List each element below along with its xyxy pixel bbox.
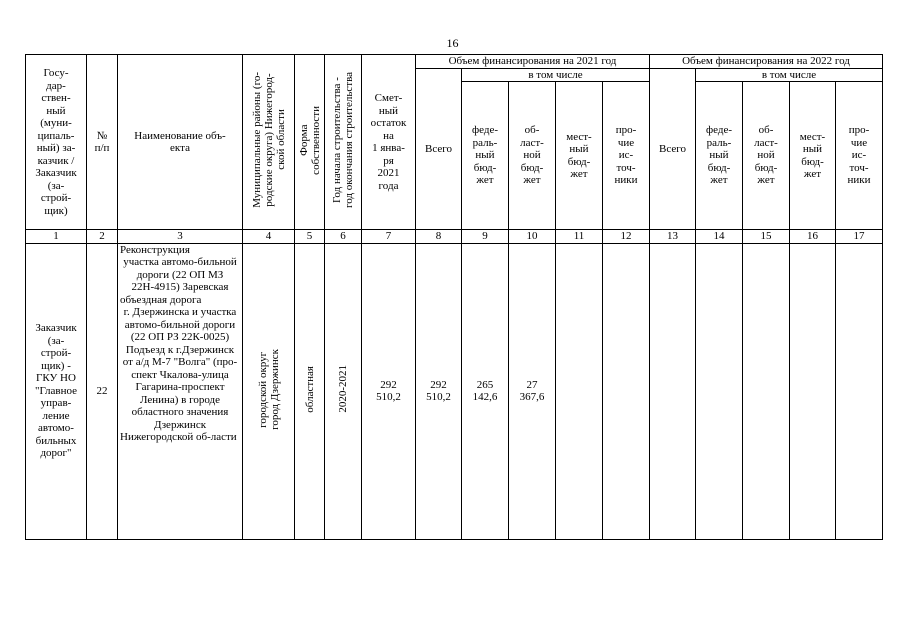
row-number: 22 (87, 243, 118, 539)
header-total-2021: Всего (416, 68, 462, 230)
header-fin-2022: Объем финансирования на 2022 год (650, 55, 883, 69)
header-districts-text: Муниципальные районы (го- родские округа) Нижегород- ской области (250, 72, 287, 209)
col-number: 13 (650, 230, 696, 244)
header-fin-2021: Объем финансирования на 2021 год (416, 55, 650, 69)
header-local-2021: мест- ный бюд- жет (556, 82, 603, 230)
col-number: 9 (462, 230, 509, 244)
header-regional-2022: об- ласт- ной бюд- жет (743, 82, 790, 230)
row-customer: Заказчик (за- строй- щик) - ГКУ НО "Главное управ- ление автомо- бильных дорог" (26, 243, 87, 539)
header-incl-2021: в том числе (462, 68, 650, 82)
row-federal-2021: 265 142,6 (462, 243, 509, 539)
col-number: 14 (696, 230, 743, 244)
row-local-2022 (790, 243, 836, 539)
header-remainder: Смет- ный остаток на 1 янва- ря 2021 года (362, 55, 416, 230)
row-remainder: 292 510,2 (362, 243, 416, 539)
row-other-2021 (603, 243, 650, 539)
row-district-text: городской округ город Дзержинск (256, 348, 281, 430)
row-ownership-text: областная (303, 365, 316, 413)
header-other-2022: про- чие ис- точ- ники (836, 82, 883, 230)
col-number: 2 (87, 230, 118, 244)
page-number: 16 (446, 36, 459, 50)
object-line: участка автомо-бильной дороги (22 ОП МЗ 22Н-4915) Заревская объездная дорога (120, 256, 237, 306)
header-years (325, 55, 362, 230)
row-other-2022 (836, 243, 883, 539)
header-object-name: Наименование объ- екта (118, 55, 243, 230)
header-years-text: Год начала строительства - год окончания строительства (331, 72, 355, 209)
row-regional-2022 (743, 243, 790, 539)
header-districts (243, 55, 295, 230)
col-number: 6 (325, 230, 362, 244)
col-number: 5 (295, 230, 325, 244)
col-number: 3 (118, 230, 243, 244)
header-incl-2022: в том числе (696, 68, 883, 82)
row-years (325, 243, 362, 539)
col-number: 11 (556, 230, 603, 244)
financing-table (25, 54, 883, 540)
col-number: 7 (362, 230, 416, 244)
row-object-name (118, 243, 243, 539)
col-number: 12 (603, 230, 650, 244)
row-years-text: 2020-2021 (337, 365, 349, 414)
col-number: 8 (416, 230, 462, 244)
header-ownership-text: Форма собственности (297, 105, 322, 175)
row-ownership (295, 243, 325, 539)
header-other-2021: про- чие ис- точ- ники (603, 82, 650, 230)
header-local-2022: мест- ный бюд- жет (790, 82, 836, 230)
header-row-top (26, 55, 883, 69)
row-local-2021 (556, 243, 603, 539)
row-total-2021: 292 510,2 (416, 243, 462, 539)
header-federal-2021: феде- раль- ный бюд- жет (462, 82, 509, 230)
col-number: 10 (509, 230, 556, 244)
header-row-no: № п/п (87, 55, 118, 230)
header-regional-2021: об- ласт- ной бюд- жет (509, 82, 556, 230)
col-number: 1 (26, 230, 87, 244)
row-total-2022 (650, 243, 696, 539)
column-number-row (26, 230, 883, 244)
col-number: 17 (836, 230, 883, 244)
object-line: г. Дзержинска и участка автомо-бильной дороги (22 ОП РЗ 22К-0025) Подъезд к г.Дзержинск от а/д М-7 "Волга" (про-спект Чкалова-улица Гагарина-проспект Ленина) в городе областного значения Дзержинск Нижегородской об-ласти (120, 306, 238, 443)
table-row (26, 243, 883, 539)
header-total-2022: Всего (650, 68, 696, 230)
object-line: Реконструкция (120, 243, 190, 256)
row-federal-2022 (696, 243, 743, 539)
row-regional-2021: 27 367,6 (509, 243, 556, 539)
header-customer: Госу- дар- ствен- ный (муни- ципаль- ный) за- казчик / Заказчик (за- строй- щик) (26, 55, 87, 230)
col-number: 16 (790, 230, 836, 244)
col-number: 4 (243, 230, 295, 244)
row-district (243, 243, 295, 539)
col-number: 15 (743, 230, 790, 244)
header-ownership (295, 55, 325, 230)
header-federal-2022: феде- раль- ный бюд- жет (696, 82, 743, 230)
